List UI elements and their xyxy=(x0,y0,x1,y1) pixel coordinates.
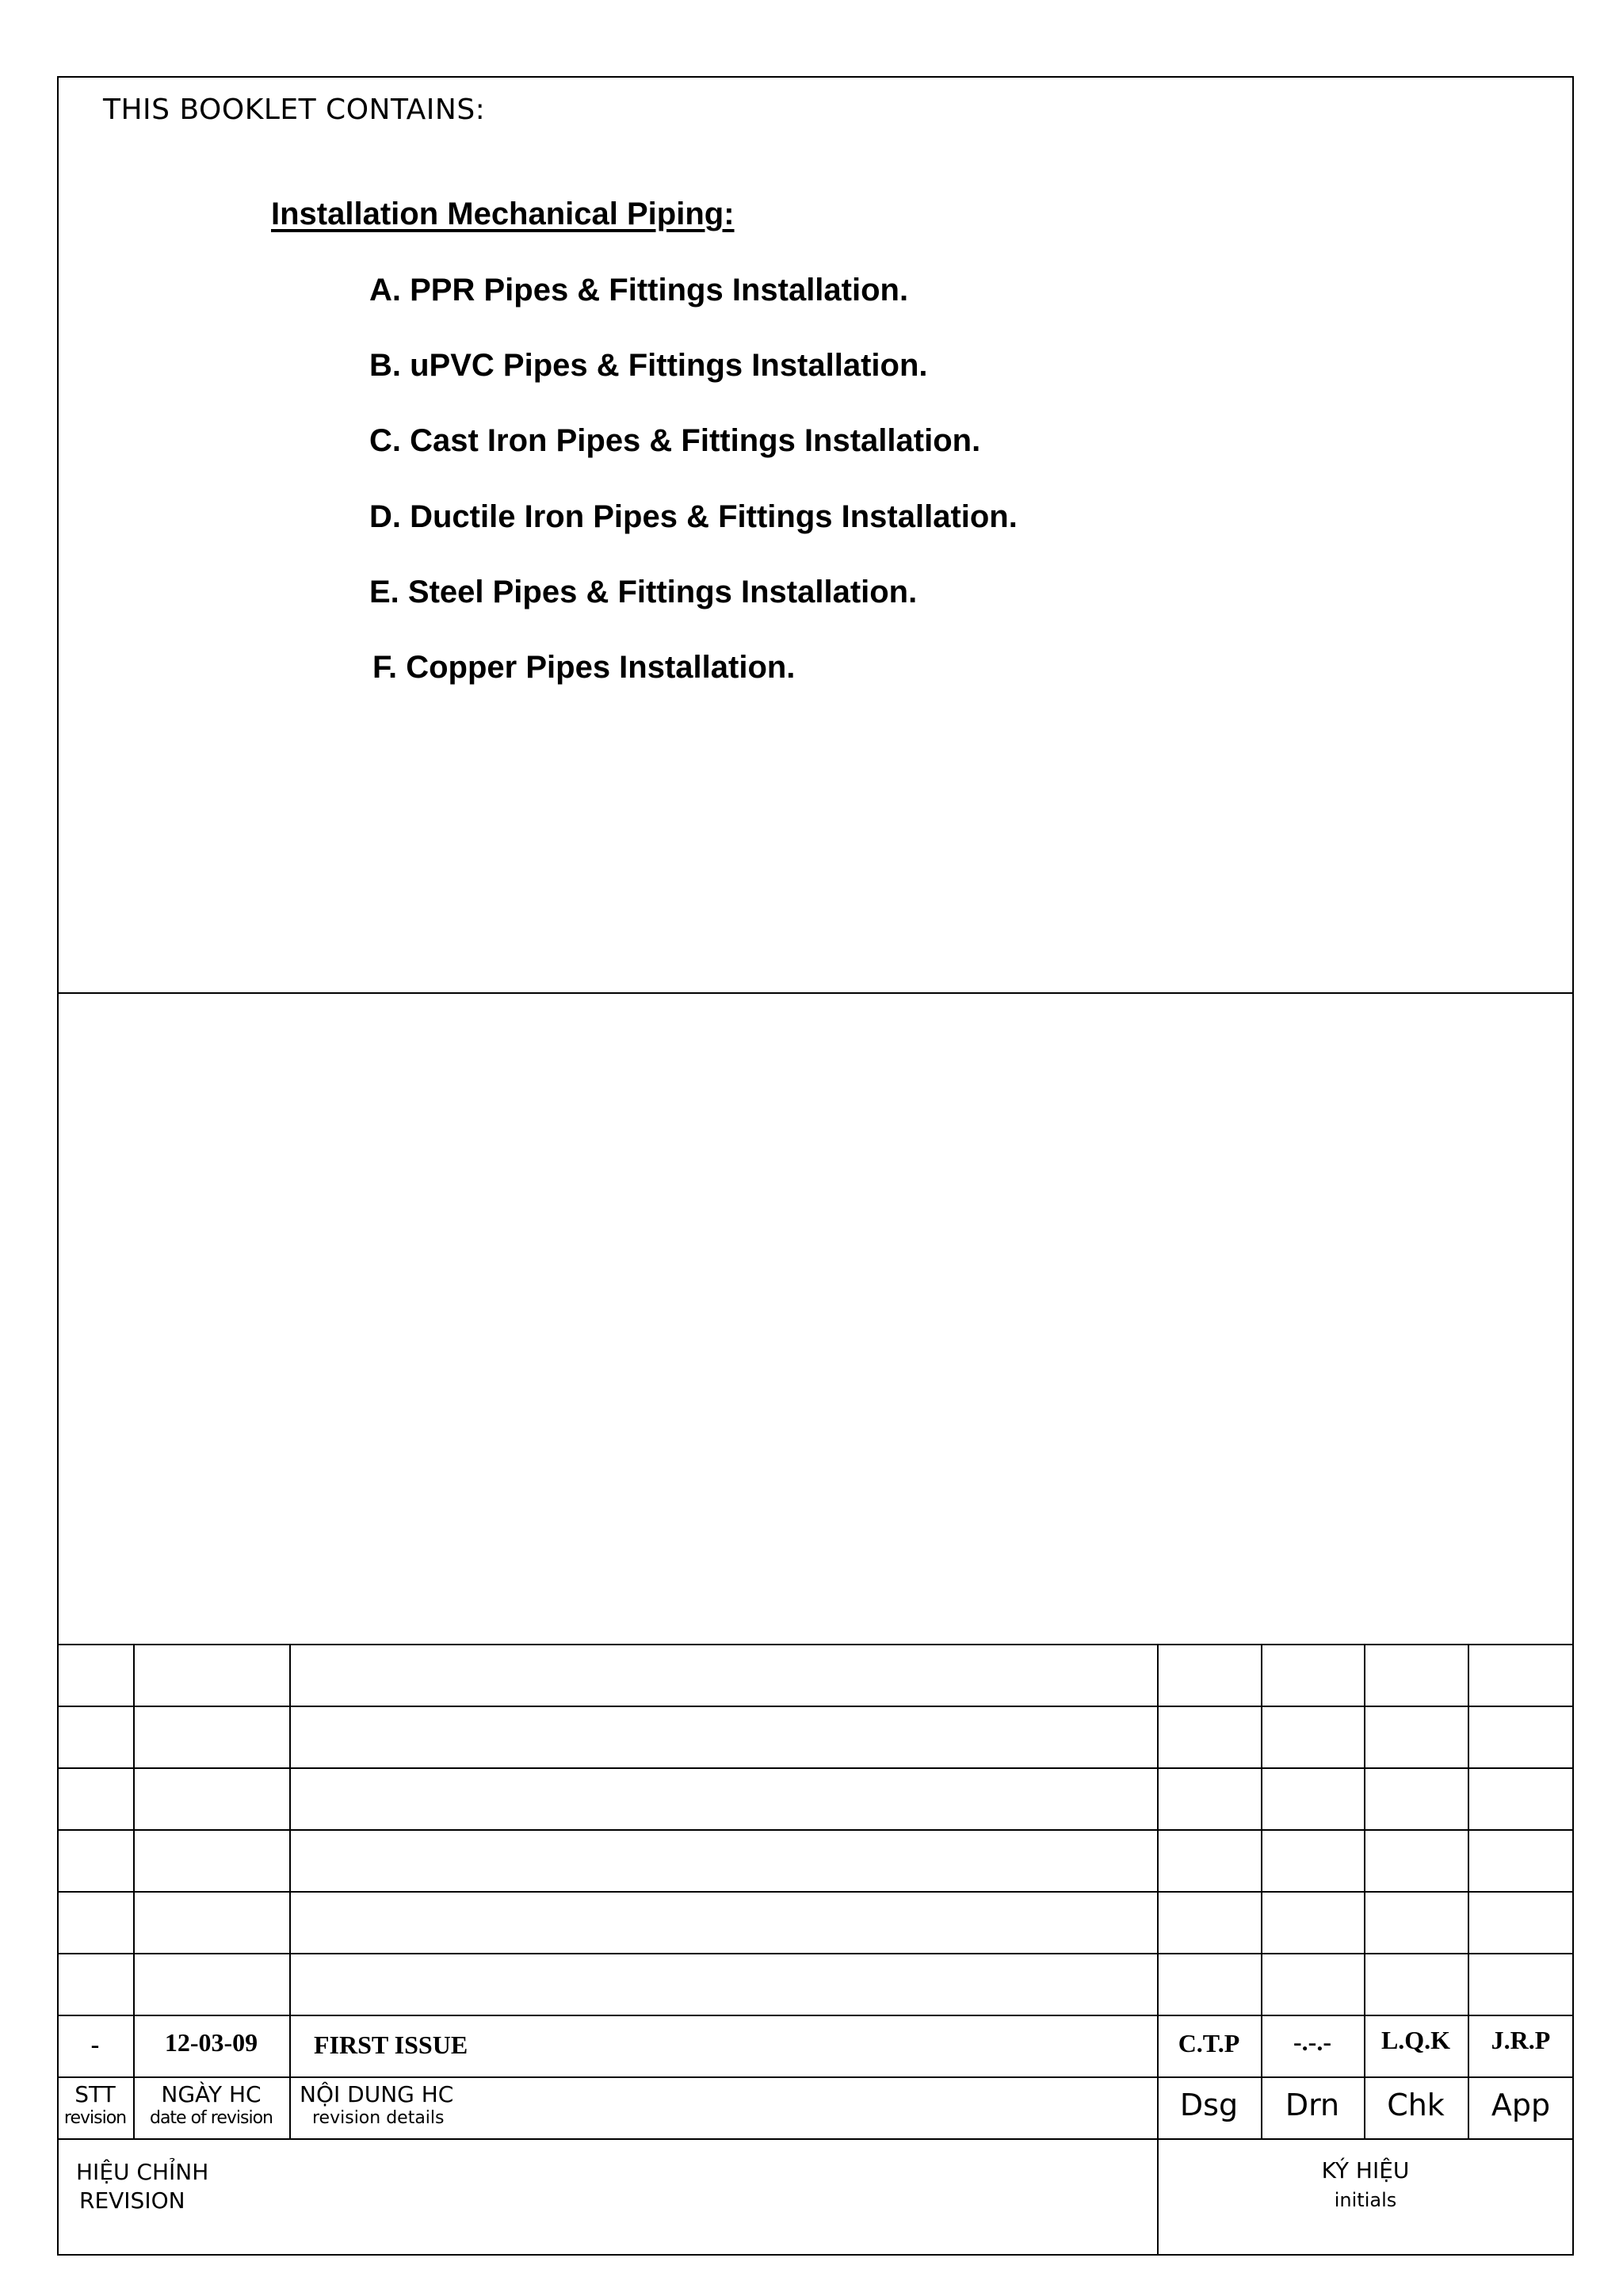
table-col-line xyxy=(289,1644,291,2138)
table-col-line xyxy=(1364,1644,1365,2138)
table-row-line xyxy=(57,1829,1574,1831)
content-item: F. Copper Pipes Installation. xyxy=(372,650,796,685)
designer-initials: C.T.P xyxy=(1178,2029,1240,2057)
approver-initials: J.R.P xyxy=(1491,2026,1551,2054)
header-stt-en: revision xyxy=(63,2108,127,2128)
table-row-line xyxy=(57,1953,1574,1954)
header-date: NGÀY HC xyxy=(161,2081,262,2107)
initials-label-en: initials xyxy=(1334,2189,1397,2211)
header-details-en: revision details xyxy=(312,2108,445,2128)
header-dsg: Dsg xyxy=(1179,2088,1239,2122)
drafter-initials: -.-.- xyxy=(1293,2027,1331,2056)
table-row-line xyxy=(57,2076,1574,2078)
header-chk: Chk xyxy=(1387,2088,1445,2122)
table-row-line xyxy=(57,1891,1574,1893)
revision-number: - xyxy=(90,2030,100,2058)
booklet-title: THIS BOOKLET CONTAINS: xyxy=(103,94,486,126)
table-row-line xyxy=(57,1767,1574,1769)
revision-label-vi: HIỆU CHỈNH xyxy=(76,2159,209,2185)
table-col-line xyxy=(1261,1644,1262,2138)
content-item: B. uPVC Pipes & Fittings Installation. xyxy=(369,348,928,383)
revision-details: FIRST ISSUE xyxy=(314,2030,468,2059)
revision-label-en: REVISION xyxy=(79,2187,185,2214)
page-border xyxy=(57,76,1574,2256)
table-row-line xyxy=(57,2015,1574,2016)
header-details: NỘI DUNG HC xyxy=(300,2081,454,2107)
header-stt: STT xyxy=(74,2081,116,2107)
table-col-line xyxy=(1468,1644,1469,2138)
header-date-en: date of revision xyxy=(149,2108,273,2128)
header-app: App xyxy=(1491,2088,1551,2122)
section-heading: Installation Mechanical Piping: xyxy=(271,197,735,231)
table-col-line xyxy=(133,1644,135,2138)
content-item: E. Steel Pipes & Fittings Installation. xyxy=(369,575,918,609)
initials-label-vi: KÝ HIỆU xyxy=(1321,2157,1410,2183)
content-item: C. Cast Iron Pipes & Fittings Installation. xyxy=(369,423,981,458)
table-row-line xyxy=(57,1706,1574,1707)
content-item: A. PPR Pipes & Fittings Installation. xyxy=(369,273,909,308)
revision-date: 12-03-09 xyxy=(164,2028,258,2057)
table-row-line xyxy=(57,1644,1574,1645)
checker-initials: L.Q.K xyxy=(1381,2026,1451,2054)
section-divider xyxy=(57,992,1574,994)
content-item: D. Ductile Iron Pipes & Fittings Installation. xyxy=(369,499,1018,534)
header-drn: Drn xyxy=(1285,2088,1340,2122)
table-row-line xyxy=(57,2138,1574,2140)
